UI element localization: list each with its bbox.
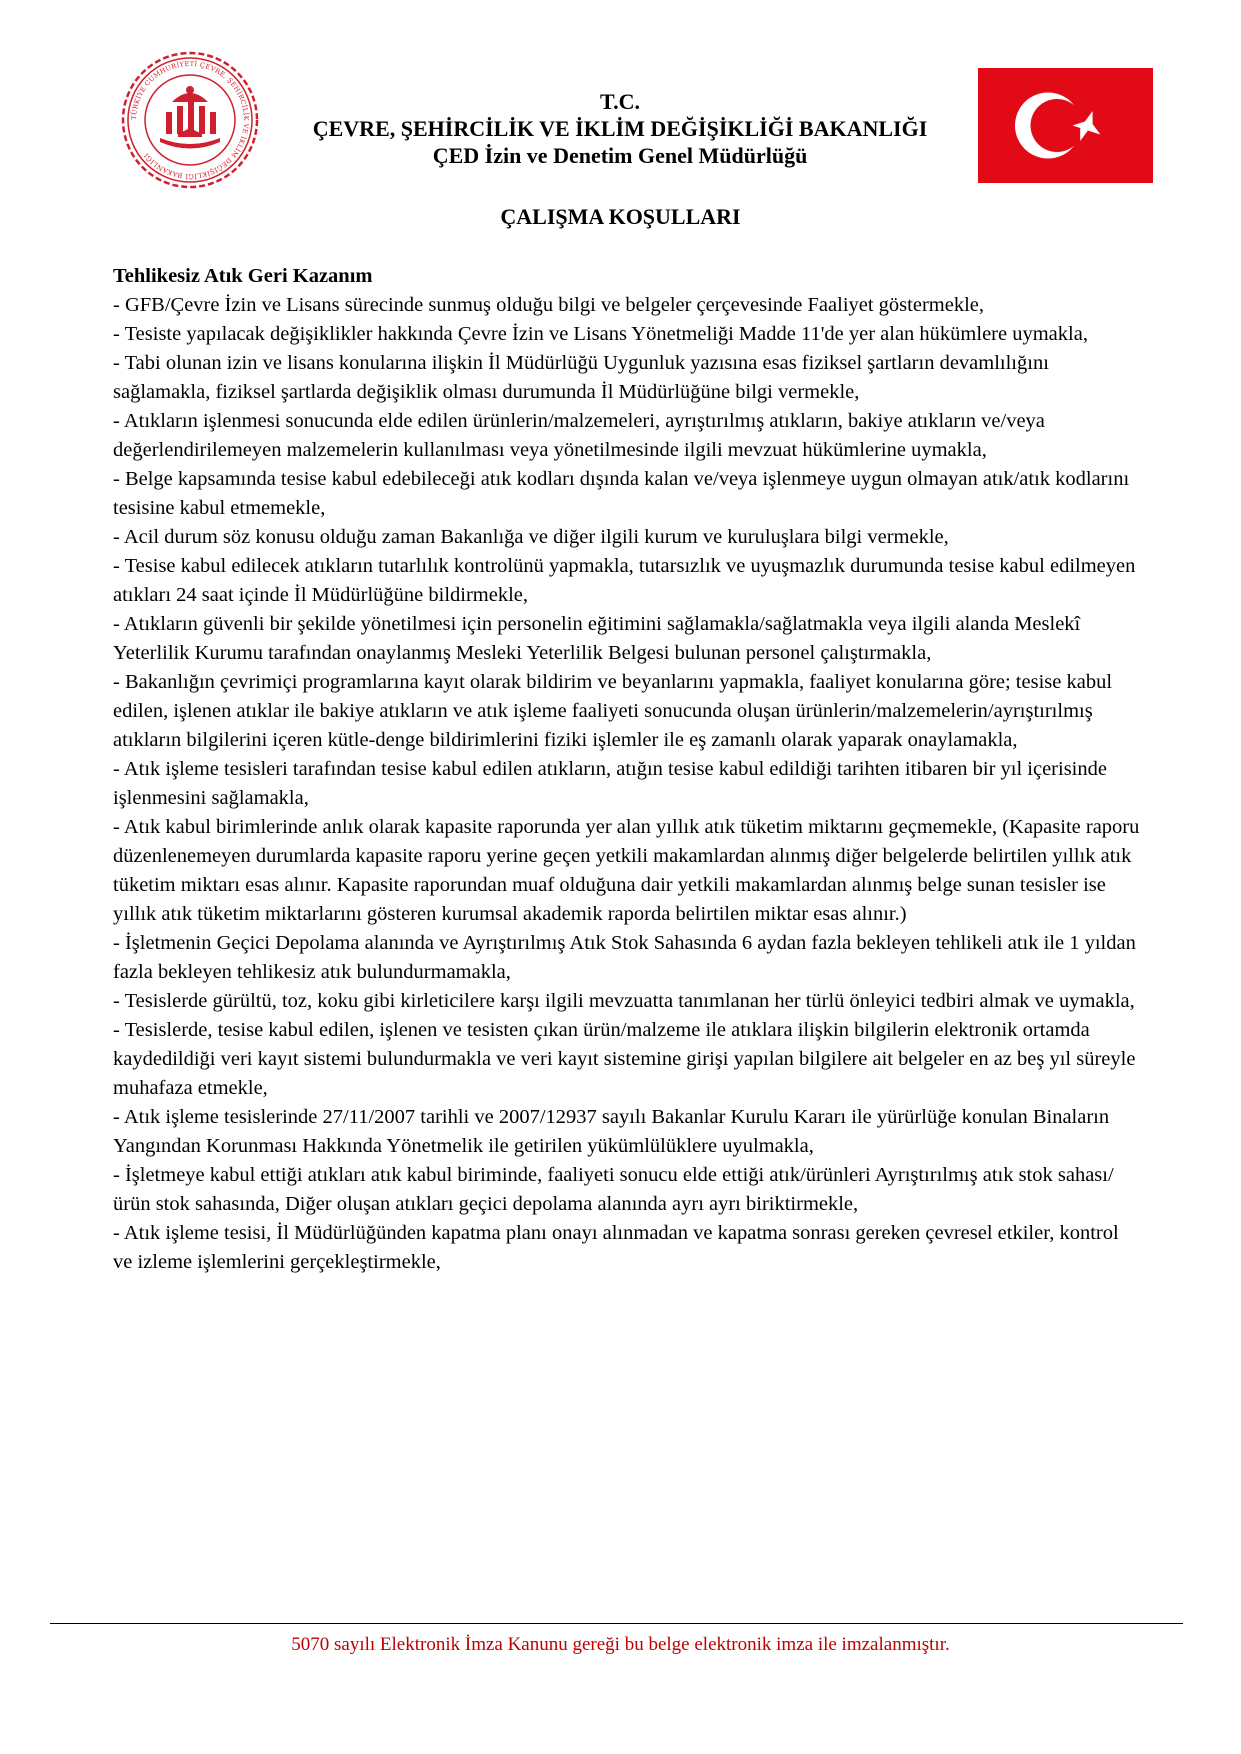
e-signature-note: 5070 sayılı Elektronik İmza Kanunu gereği bu belge elektronik imza ile imzalanmıştır.	[291, 1634, 950, 1655]
clause: - Atık işleme tesisi, İl Müdürlüğünden kapatma planı onayı alınmadan ve kapatma sonrası gereken çevresel etkiler, kontrol ve izleme işlemlerini gerçekleştirmekle,	[113, 1222, 1119, 1273]
clause: - Atıkların güvenli bir şekilde yönetilmesi için personelin eğitimini sağlamakla/sağlatmakla veya ilgili alanda Meslekî Yeterlilik Kurumu tarafından onaylanmış Mesleki Yeterlilik Belgesi bulunan personel çalıştırmakla,	[113, 613, 1081, 664]
clause: - Atık kabul birimlerinde anlık olarak kapasite raporunda yer alan yıllık atık tüketim miktarını geçmemekle, (Kapasite raporu düzenlenemeyen durumlarda kapasite raporu yerine geçen yetkili makamlardan alınmış diğer belgelerde belirtilen yıllık atık tüketim miktarı esas alınır. Kapasite raporundan muaf olduğuna dair yetkili makamlardan alınmış belge sunan tesisler ise yıllık atık tüketim miktarlarını gösteren kurumsal akademik raporda belirtilen miktar esas alınır.)	[113, 816, 1140, 925]
document-title: ÇALIŞMA KOŞULLARI	[500, 204, 741, 229]
directorate-name: ÇED İzin ve Denetim Genel Müdürlüğü	[432, 143, 808, 168]
clause: - Atık işleme tesisleri tarafından tesise kabul edilen atıkların, atığın tesise kabul edildiği tarihten itibaren bir yıl içerisinde işlenmesini sağlamakla,	[113, 758, 1107, 809]
letterhead	[240, 88, 1000, 169]
ministry-seal-icon	[120, 50, 260, 190]
clause: - Bakanlığın çevrimiçi programlarına kayıt olarak bildirim ve beyanlarını yapmakla, faaliyet konularına göre; tesise kabul edilen, işlenen atıklar ile bakiye atıkların ve atık işleme faaliyeti sonucunda oluşan ürünlerin/malzemelerin/ayrıştırılmış atıkların bilgilerini içeren kütle-denge bildirimlerini fiziki işlemler ile eş zamanlı olarak yaparak onaylamakla,	[113, 671, 1113, 751]
clause: - Tesiste yapılacak değişiklikler hakkında Çevre İzin ve Lisans Yönetmeliği Madde 11'de yer alan hükümlere uymakla,	[113, 323, 1088, 345]
section-heading: Tehlikesiz Atık Geri Kazanım	[113, 265, 373, 287]
ministry-seal-logo	[120, 50, 260, 190]
clause: - Tabi olunan izin ve lisans konularına ilişkin İl Müdürlüğü Uygunluk yazısına esas fiziksel şartların devamlılığını sağlamakla, fiziksel şartlarda değişiklik olması durumunda İl Müdürlüğüne bilgi vermekle,	[113, 352, 1049, 403]
clause: - Belge kapsamında tesise kabul edebileceği atık kodları dışında kalan ve/veya işlenmeye uygun olmayan atık/atık kodlarını tesisine kabul etmemekle,	[113, 468, 1130, 519]
clause: - Tesislerde, tesise kabul edilen, işlenen ve tesisten çıkan ürün/malzeme ile atıklara ilişkin bilgilerin elektronik ortamda kaydedildiği veri kayıt sistemi bulundurmakla ve veri kayıt sistemine girişi yapılan bilgilere ait belgeler en az beş yıl süreyle muhafaza etmekle,	[113, 1019, 1136, 1099]
clause: - GFB/Çevre İzin ve Lisans sürecinde sunmuş olduğu bilgi ve belgeler çerçevesinde Faaliyet göstermekle,	[113, 294, 984, 316]
turkish-flag-icon	[978, 68, 1153, 183]
clause: - Acil durum söz konusu olduğu zaman Bakanlığa ve diğer ilgili kurum ve kuruluşlara bilgi vermekle,	[113, 526, 949, 548]
republic-abbrev: T.C.	[600, 89, 640, 114]
document-body	[113, 262, 1143, 1277]
footer-divider	[50, 1623, 1183, 1624]
clause: - İşletmeye kabul ettiği atıkları atık kabul biriminde, faaliyeti sonucu elde ettiği atık/ürünleri Ayrıştırılmış atık stok sahası/ürün stok sahasında, Diğer oluşan atıkları geçici depolama alanında ayrı ayrı biriktirmekle,	[113, 1164, 1114, 1215]
clause: - Atık işleme tesislerinde 27/11/2007 tarihli ve 2007/12937 sayılı Bakanlar Kurulu Kararı ile yürürlüğe konulan Binaların Yangından Korunması Hakkında Yönetmelik ile getirilen yükümlülüklere uyulmakla,	[113, 1106, 1110, 1157]
turkish-flag	[978, 68, 1153, 183]
clause: - İşletmenin Geçici Depolama alanında ve Ayrıştırılmış Atık Stok Sahasında 6 aydan fazla bekleyen tehlikeli atık ile 1 yıldan fazla bekleyen tehlikesiz atık bulundurmamakla,	[113, 932, 1136, 983]
clause: - Tesise kabul edilecek atıkların tutarlılık kontrolünü yapmakla, tutarsızlık ve uyuşmazlık durumunda tesise kabul edilmeyen atıkları 24 saat içinde İl Müdürlüğüne bildirmekle,	[113, 555, 1136, 606]
clause: - Atıkların işlenmesi sonucunda elde edilen ürünlerin/malzemeleri, ayrıştırılmış atıkların, bakiye atıkların ve/veya değerlendirilemeyen malzemelerin kullanılması veya yönetilmesinde ilgili mevzuat hükümlerine uymakla,	[113, 410, 1045, 461]
ministry-name: ÇEVRE, ŞEHİRCİLİK VE İKLİM DEĞİŞİKLİĞİ BAKANLIĞI	[312, 116, 928, 141]
seal-text: TÜRKİYE CUMHURİYETİ ÇEVRE, ŞEHİRCİLİK VE İKLİM DEĞİŞİKLİĞİ BAKANLIĞI	[129, 59, 251, 181]
clause: - Tesislerde gürültü, toz, koku gibi kirleticilere karşı ilgili mevzuatta tanımlanan her türlü önleyici tedbiri almak ve uymakla,	[113, 990, 1135, 1012]
